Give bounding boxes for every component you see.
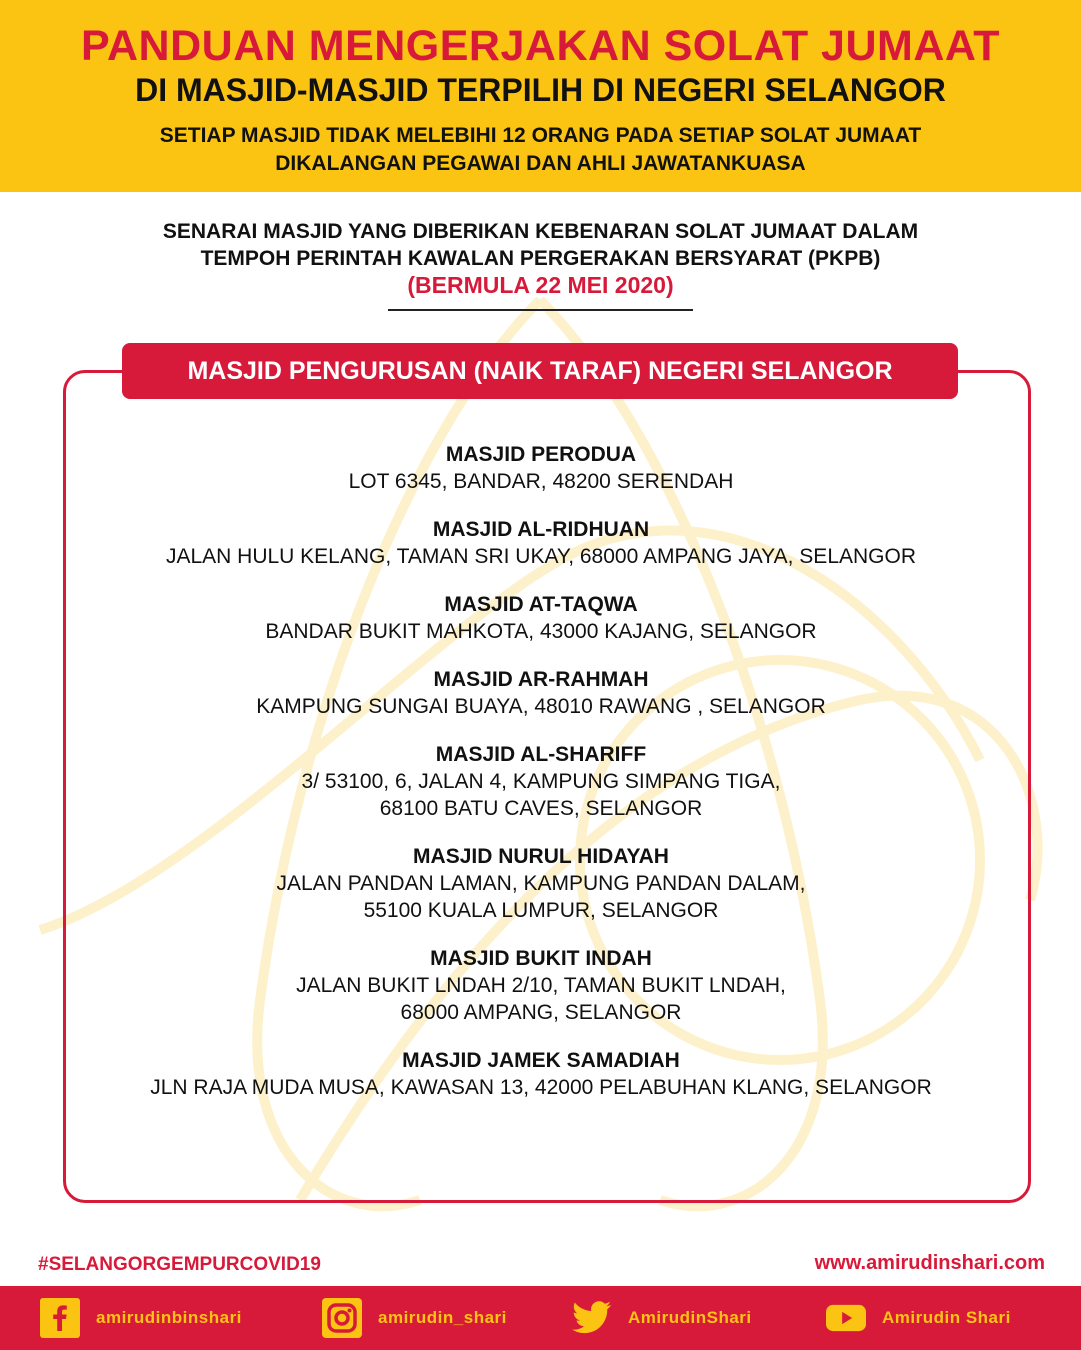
mosque-address: JALAN BUKIT LNDAH 2/10, TAMAN BUKIT LNDAH, <box>296 974 786 997</box>
instagram-icon <box>322 1298 362 1338</box>
header-note <box>0 122 1081 178</box>
website-link[interactable]: www.amirudinshari.com <box>814 1252 1045 1274</box>
facebook-icon <box>40 1298 80 1338</box>
mosque-address-line-2: 68000 AMPANG, SELANGOR <box>400 1001 682 1024</box>
intro-text <box>0 218 1081 299</box>
section-banner: MASJID PENGURUSAN (NAIK TARAF) NEGERI SELANGOR <box>122 343 958 399</box>
intro-line-2: TEMPOH PERINTAH KAWALAN PERGERAKAN BERSYARAT (PKPB) <box>200 247 881 270</box>
mosque-name: MASJID AR-RAHMAH <box>433 668 649 691</box>
intro-line-1: SENARAI MASJID YANG DIBERIKAN KEBENARAN SOLAT JUMAAT DALAM <box>162 220 919 243</box>
mosque-address: JALAN PANDAN LAMAN, KAMPUNG PANDAN DALAM, <box>276 872 806 895</box>
mosque-name: MASJID AL-SHARIFF <box>435 743 647 766</box>
mosque-entry <box>64 667 1018 720</box>
mosque-address: KAMPUNG SUNGAI BUAYA, 48010 RAWANG , SELANGOR <box>256 695 826 718</box>
instagram-handle: amirudin_shari <box>378 1308 507 1327</box>
mosque-entry <box>64 517 1018 570</box>
header-note-line-1: SETIAP MASJID TIDAK MELEBIHI 12 ORANG PADA SETIAP SOLAT JUMAAT <box>159 124 922 147</box>
social-youtube[interactable] <box>826 1286 1011 1350</box>
mosque-address-line-2: 55100 KUALA LUMPUR, SELANGOR <box>363 899 719 922</box>
twitter-handle: AmirudinShari <box>628 1308 752 1327</box>
mosque-name: MASJID AL-RIDHUAN <box>432 518 650 541</box>
header-banner <box>0 0 1081 192</box>
mosque-name: MASJID AT-TAQWA <box>444 593 638 616</box>
mosque-address: LOT 6345, BANDAR, 48200 SERENDAH <box>348 470 734 493</box>
social-twitter[interactable] <box>572 1286 752 1350</box>
mosque-name: MASJID NURUL HIDAYAH <box>413 845 669 868</box>
mosque-entry <box>64 592 1018 645</box>
mosque-address: 3/ 53100, 6, JALAN 4, KAMPUNG SIMPANG TIGA, <box>301 770 781 793</box>
social-instagram[interactable] <box>322 1286 507 1350</box>
mosque-name: MASJID JAMEK SAMADIAH <box>402 1049 680 1072</box>
youtube-handle: Amirudin Shari <box>882 1308 1011 1327</box>
mosque-entry <box>64 742 1018 822</box>
mosque-address: JALAN HULU KELANG, TAMAN SRI UKAY, 68000 AMPANG JAYA, SELANGOR <box>165 545 917 568</box>
mosque-address: BANDAR BUKIT MAHKOTA, 43000 KAJANG, SELANGOR <box>265 620 817 643</box>
mosque-name: MASJID PERODUA <box>445 443 637 466</box>
facebook-handle: amirudinbinshari <box>96 1308 242 1327</box>
mosque-entry <box>64 1048 1018 1101</box>
hashtag: #SELANGORGEMPURCOVID19 <box>38 1254 321 1275</box>
page-subtitle: DI MASJID-MASJID TERPILIH DI NEGERI SELANGOR <box>135 72 946 108</box>
mosque-address: JLN RAJA MUDA MUSA, KAWASAN 13, 42000 PELABUHAN KLANG, SELANGOR <box>150 1076 932 1099</box>
mosque-entry <box>64 844 1018 924</box>
mosque-entry <box>64 946 1018 1026</box>
twitter-icon <box>572 1298 612 1338</box>
mosque-name: MASJID BUKIT INDAH <box>430 947 652 970</box>
social-footer <box>0 1286 1081 1350</box>
intro-underline <box>388 309 693 311</box>
youtube-icon <box>826 1298 866 1338</box>
mosque-entry <box>64 442 1018 495</box>
social-facebook[interactable] <box>40 1286 242 1350</box>
intro-date: (BERMULA 22 MEI 2020) <box>407 272 674 298</box>
page-title: PANDUAN MENGERJAKAN SOLAT JUMAAT <box>81 22 1000 70</box>
mosque-address-line-2: 68100 BATU CAVES, SELANGOR <box>379 797 703 820</box>
mosque-list <box>64 442 1018 1123</box>
header-note-line-2: DIKALANGAN PEGAWAI DAN AHLI JAWATANKUASA <box>275 152 806 175</box>
